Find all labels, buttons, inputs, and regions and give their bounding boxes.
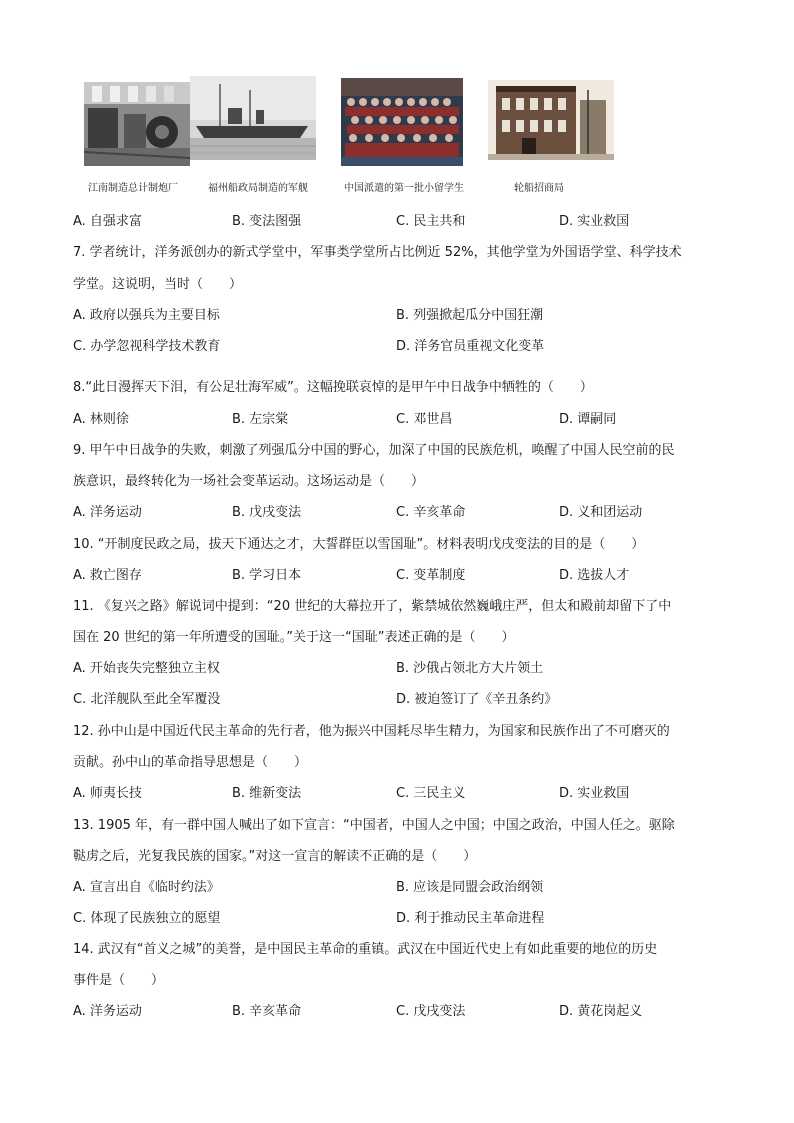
- question-stem: 国在 20 世纪的第一年所遭受的国耻。”关于这一“国耻”表述正确的是（ ）: [73, 630, 515, 645]
- option-d[interactable]: D. 选拔人才: [559, 568, 630, 583]
- option-a[interactable]: A. 救亡图存: [73, 568, 142, 583]
- option-d[interactable]: D. 黄花岗起义: [559, 1004, 643, 1019]
- option-a[interactable]: A. 洋务运动: [73, 505, 142, 520]
- option-c[interactable]: C. 体现了民族独立的愿望: [73, 911, 221, 926]
- photo-merchants-building: [488, 80, 614, 160]
- photo-captions: [88, 179, 608, 195]
- option-a[interactable]: A. 师夷长技: [73, 786, 142, 801]
- question-stem: 贡献。孙中山的革命指导思想是（ ）: [73, 755, 308, 770]
- question-stem: 事件是（ ）: [73, 973, 165, 988]
- question-stem: 12. 孙中山是中国近代民主革命的先行者，他为振兴中国耗尽毕生精力，为国家和民族作出了不可磨灭的: [73, 724, 670, 739]
- option-a[interactable]: A. 林则徐: [73, 412, 129, 427]
- option-a[interactable]: A. 政府以强兵为主要目标: [73, 308, 220, 323]
- photo-strip: [84, 76, 624, 172]
- option-d[interactable]: D. 义和团运动: [559, 505, 643, 520]
- option-c[interactable]: C. 民主共和: [396, 214, 466, 229]
- option-a[interactable]: A. 宣言出自《临时约法》: [73, 880, 220, 895]
- option-d[interactable]: D. 利于推动民主革命进程: [396, 911, 545, 926]
- question-stem: 8.“此日漫挥天下泪，有公足壮海军威”。这幅挽联哀悼的是甲午中日战争中牺牲的（ ）: [73, 380, 593, 395]
- option-b[interactable]: B. 列强掀起瓜分中国狂潮: [396, 308, 544, 323]
- option-c[interactable]: C. 变革制度: [396, 568, 466, 583]
- option-c[interactable]: C. 戊戌变法: [396, 1004, 466, 1019]
- question-stem: 14. 武汉有“首义之城”的美誉，是中国民主革命的重镇。武汉在中国近代史上有如此重要的地位的历史: [73, 942, 658, 957]
- option-d[interactable]: D. 谭嗣同: [559, 412, 617, 427]
- photo-caption: 江南制造总计制炮厂: [88, 183, 178, 194]
- option-c[interactable]: C. 办学忽视科学技术教育: [73, 339, 221, 354]
- option-b[interactable]: B. 维新变法: [232, 786, 302, 801]
- question-stem: 7. 学者统计，洋务派创办的新式学堂中，军事类学堂所占比例近 52%，其他学堂为外国语学堂、科学技术: [73, 245, 682, 260]
- option-c[interactable]: C. 邓世昌: [396, 412, 453, 427]
- photo-students: [341, 78, 463, 166]
- photo-caption: 福州船政局制造的军舰: [208, 183, 308, 194]
- question-stem: 11. 《复兴之路》解说词中提到：“20 世纪的大幕拉开了，紫禁城依然巍峨庄严，但太和殿前却留下了中: [73, 599, 672, 614]
- option-c[interactable]: C. 三民主义: [396, 786, 466, 801]
- option-b[interactable]: B. 变法图强: [232, 214, 302, 229]
- option-b[interactable]: B. 应该是同盟会政治纲领: [396, 880, 544, 895]
- option-a[interactable]: A. 洋务运动: [73, 1004, 142, 1019]
- option-d[interactable]: D. 被迫签订了《辛丑条约》: [396, 692, 558, 707]
- option-c[interactable]: C. 辛亥革命: [396, 505, 466, 520]
- question-stem: 10. “开制度民政之局，拔天下通达之才，大誓群臣以雪国耻”。材料表明戊戌变法的目的是（ ）: [73, 537, 645, 552]
- photo-warship: [190, 76, 316, 160]
- photo-arsenal: [84, 82, 190, 166]
- option-d[interactable]: D. 洋务官员重视文化变革: [396, 339, 545, 354]
- option-b[interactable]: B. 沙俄占领北方大片领土: [396, 661, 544, 676]
- option-b[interactable]: B. 戊戌变法: [232, 505, 302, 520]
- option-c[interactable]: C. 北洋舰队至此全军覆没: [73, 692, 221, 707]
- photo-caption: 轮船招商局: [514, 183, 564, 194]
- option-b[interactable]: B. 学习日本: [232, 568, 302, 583]
- question-stem: 13. 1905 年，有一群中国人喊出了如下宣言：“中国者，中国人之中国；中国之政治，中国人任之。驱除: [73, 818, 675, 833]
- option-d[interactable]: D. 实业救国: [559, 786, 630, 801]
- option-b[interactable]: B. 左宗棠: [232, 412, 289, 427]
- question-stem: 鞑虏之后，光复我民族的国家。”对这一宣言的解读不正确的是（ ）: [73, 849, 477, 864]
- option-b[interactable]: B. 辛亥革命: [232, 1004, 302, 1019]
- question-stem: 9. 甲午中日战争的失败，刺激了列强瓜分中国的野心，加深了中国的民族危机，唤醒了中国人民空前的民: [73, 443, 675, 458]
- question-stem: 族意识，最终转化为一场社会变革运动。这场运动是（ ）: [73, 474, 425, 489]
- option-a[interactable]: A. 自强求富: [73, 214, 142, 229]
- question-stem: 学堂。这说明，当时（ ）: [73, 277, 243, 292]
- photo-caption: 中国派遣的第一批小留学生: [344, 183, 464, 194]
- option-d[interactable]: D. 实业救国: [559, 214, 630, 229]
- option-a[interactable]: A. 开始丧失完整独立主权: [73, 661, 220, 676]
